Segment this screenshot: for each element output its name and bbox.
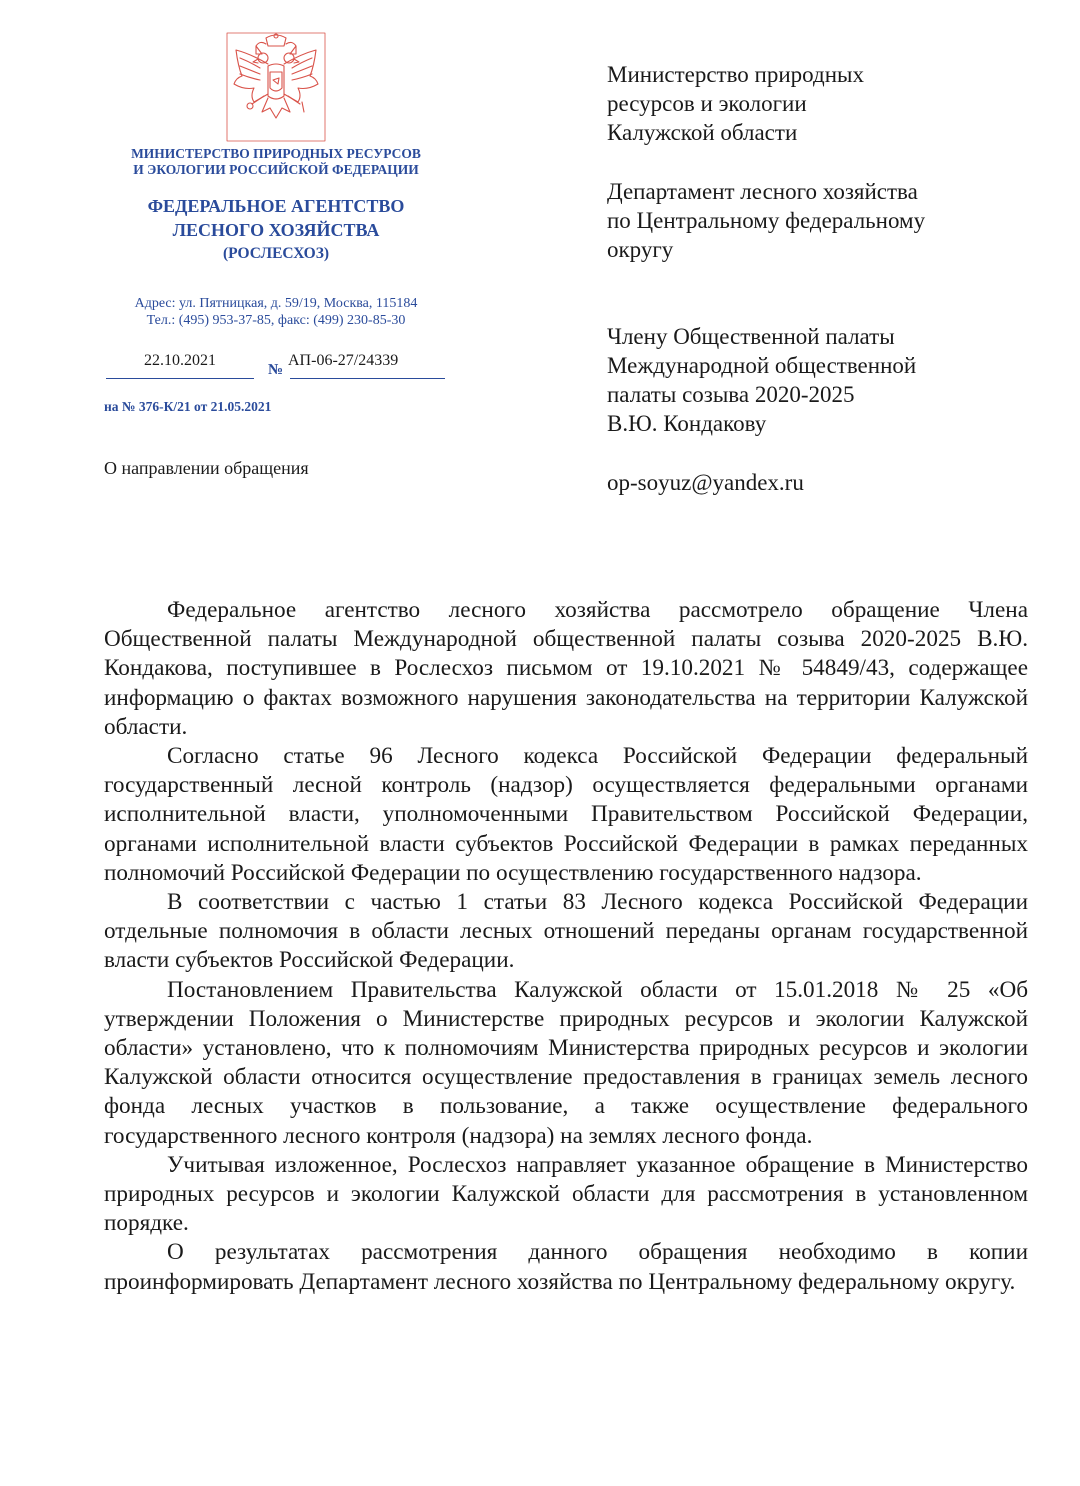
date-underline bbox=[106, 378, 254, 379]
addressee-line: Министерство природных bbox=[607, 62, 864, 87]
addressee-chamber-member bbox=[607, 322, 1047, 438]
addressee-line: округу bbox=[607, 237, 674, 262]
coat-of-arms-icon bbox=[226, 32, 326, 142]
addressee-line: по Центральному федеральному bbox=[607, 208, 926, 233]
addressee-line: Члену Общественной палаты bbox=[607, 324, 895, 349]
agency-address: Адрес: ул. Пятницкая, д. 59/19, Москва, 115184 bbox=[134, 296, 418, 311]
agency-line-2: ЛЕСНОГО ХОЗЯЙСТВА bbox=[172, 220, 380, 240]
ministry-header bbox=[100, 146, 452, 178]
ministry-line-1: МИНИСТЕРСТВО ПРИРОДНЫХ РЕСУРСОВ bbox=[131, 146, 421, 161]
addressee-line: В.Ю. Кондакову bbox=[607, 411, 767, 436]
number-underline bbox=[290, 378, 445, 379]
agency-header bbox=[100, 194, 452, 266]
addressee-line: Международной общественной bbox=[607, 353, 917, 378]
agency-abbreviation: (РОСЛЕСХОЗ) bbox=[222, 245, 330, 262]
agency-phone: Тел.: (495) 953-37-85, факс: (499) 230-85-30 bbox=[146, 313, 406, 328]
agency-contacts bbox=[100, 295, 452, 329]
letter-number: АП-06-27/24339 bbox=[288, 352, 399, 369]
body-paragraph: Постановлением Правительства Калужской области от 15.01.2018 № 25 «Об утверждении Положения о Министерстве природных ресурсов и экологии Калужской области» установлено, что к полномочиям Министерства природных ресурсов и экологии Калужской области относится осуществление предоставления в границах земель лесного фонда лесных участков в пользование, а также осуществление федерального государственного лесного контроля (надзора) на землях лесного фонда. bbox=[104, 976, 1028, 1149]
addressee-line: Департамент лесного хозяйства bbox=[607, 179, 918, 204]
letter-date: 22.10.2021 bbox=[144, 352, 216, 369]
body-paragraph: Федеральное агентство лесного хозяйства рассмотрело обращение Члена Общественной палаты Международной общественной палаты созыва 2020-2025 В.Ю. Кондакова, поступившее в Рослесхоз письмом от 19.10.2021 № 54849/43, содержащее информацию о фактах возможного нарушения законодательства на территории Калужской области. bbox=[104, 597, 1028, 740]
addressee-department bbox=[607, 177, 1047, 264]
body-paragraph: Учитывая изложенное, Рослесхоз направляет указанное обращение в Министерство природных ресурсов и экологии Калужской области для рассмотрения в установленном порядке. bbox=[104, 1151, 1028, 1237]
letter-body bbox=[104, 596, 1028, 1297]
addressee-line: ресурсов и экологии bbox=[607, 91, 807, 116]
reply-reference: на № 376-К/21 от 21.05.2021 bbox=[104, 399, 272, 414]
addressee-ministry bbox=[607, 60, 1047, 147]
body-paragraph: О результатах рассмотрения данного обращения необходимо в копии проинформировать Департамент лесного хозяйства по Центральному федеральному округу. bbox=[104, 1239, 1028, 1295]
addressee-email: op-soyuz@yandex.ru bbox=[607, 470, 804, 495]
addressee-line: палаты созыва 2020-2025 bbox=[607, 382, 855, 407]
letter-subject: О направлении обращения bbox=[104, 458, 309, 478]
agency-line-1: ФЕДЕРАЛЬНОЕ АГЕНТСТВО bbox=[147, 196, 405, 216]
number-sign: № bbox=[268, 362, 284, 378]
body-paragraph: Согласно статье 96 Лесного кодекса Российской Федерации федеральный государственный лесной контроль (надзор) осуществляется федеральными органами исполнительной власти, уполномоченными Правительством Российской Федерации, органами исполнительной власти субъектов Российской Федерации в рамках переданных полномочий Российской Федерации по осуществлению государственного надзора. bbox=[104, 743, 1028, 886]
body-paragraph: В соответствии с частью 1 статьи 83 Лесного кодекса Российской Федерации отдельные полномочия в области лесных отношений переданы органам государственной власти субъектов Российской Федерации. bbox=[104, 889, 1028, 974]
ministry-line-2: И ЭКОЛОГИИ РОССИЙСКОЙ ФЕДЕРАЦИИ bbox=[133, 162, 419, 177]
addressee-line: Калужской области bbox=[607, 120, 798, 145]
